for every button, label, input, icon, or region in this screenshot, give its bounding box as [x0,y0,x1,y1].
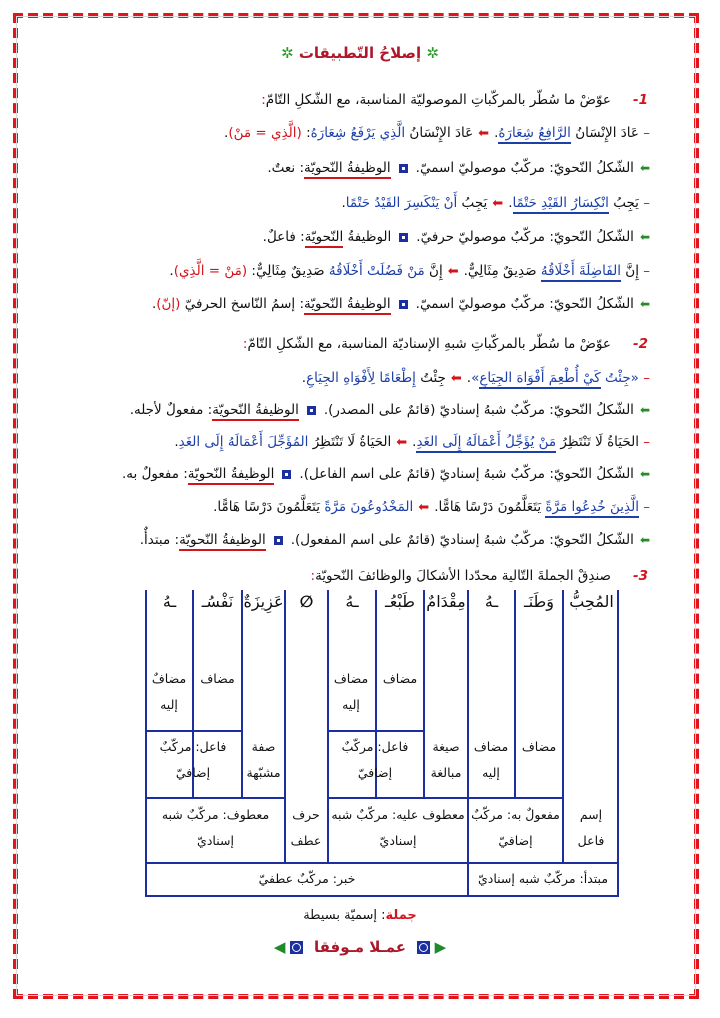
text: صَدِيقٌ مِثَالِيٌّ: [247,263,329,279]
table-line [562,590,564,862]
colored-text: – [638,434,650,450]
colored-text: – [638,370,650,386]
text: الشّكلُ النّحويّ: مركّبٌ موصوليّ اسميّ. [415,296,634,312]
colored-text: – [638,195,650,211]
arrow-left-icon: ⬅ [450,371,462,386]
cell-c23-r4: مفعولٌ به: مركّبٌ إضافيّ [471,807,560,848]
square-bullet-icon [282,470,291,479]
table-line [145,730,242,732]
star-icon: ✲ [426,44,439,62]
colored-text: – [638,499,650,515]
text: : مفعولٌ به. [122,466,188,482]
word-cell: ∅ [299,592,314,611]
text: . [341,195,346,211]
word-cell: ـهُ [162,592,177,611]
exercise-line [263,227,650,247]
word-cell: عَزِيزَةٌ [243,592,284,611]
word-cell: المُحِبُّ [569,592,614,611]
table-line [145,797,285,799]
exercise-line [122,464,650,484]
square-bullet-icon [307,406,316,415]
text: الحَيَاةُ لَا تَنْتَظِرُ [556,434,639,450]
exercise-line [140,530,650,550]
text: : مفعولٌ لأجله. [129,402,213,418]
table-line [327,797,563,799]
cell-c910-r3: فاعل: مركّبٌ إضافيّ [159,739,227,780]
colored-text: – [638,125,650,141]
green-arrow-bullet-icon: ⬅ [639,467,650,481]
arrow-left-icon: ⬅ [418,500,430,515]
colored-text: المُؤَجِّلَ أَعْمَالَهُ إِلَى الغَدِ [178,434,309,450]
green-arrow-bullet-icon: ⬅ [639,230,650,244]
colored-text: إِطْعَامًا لِأَفْوَاهِ الجِيَاعِ [306,370,416,386]
text: : نعتٌ. [267,160,305,176]
text: . [174,434,179,450]
text: عوّضْ ما سُطّر بالمركّباتِ الموصوليّة المناسبة، مع الشّكلِ التّامّ [265,92,611,108]
text: : مبتدأٌ. [139,532,180,548]
text: الوظيفةُ [343,229,392,245]
text: الشّكلُ النّحويّ: مركّبٌ شبهُ إسناديّ (قائمٌ على المصدر). [323,402,634,418]
arrow-left-icon: ⬅ [447,264,459,279]
green-arrow-bullet-icon: ⬅ [639,533,650,547]
colored-text: (إنّ) [156,296,181,312]
table-line [327,730,424,732]
exercise-line [267,158,650,178]
table-line [145,862,619,864]
footer [0,938,720,956]
green-arrow-bullet-icon: ⬅ [639,403,650,417]
underlined-text: الوظيفةُ النّحويّة [212,402,299,421]
sentence-type [0,908,720,923]
cell-c10-r2: مضافٌ إليه [151,671,187,712]
green-arrow-bullet-icon: ⬅ [639,161,650,175]
text: إِنَّ [424,263,443,279]
cell-c456-r4: معطوف عليه: مركّبٌ شبه إسناديّ [331,807,465,848]
exercise-heading [311,566,649,586]
text: الحَيَاةُ لَا تَنْتَظِرُ [308,434,392,450]
word-cell: طَبْعُـ [385,592,415,611]
table-line [241,590,243,797]
colored-text: (الَّذِي = مَنْ) [228,125,302,141]
exercise-number: 1- [632,92,648,108]
exercise-line [213,497,650,518]
cell-khabar: خبر: مركّبٌ عطفيّ [258,871,356,886]
underlined-text: الوظيفةُ النّحويّة [188,466,275,485]
square-bullet-icon [274,536,283,545]
exercise-line [169,261,650,282]
cell-c7-r4: حرف عطف [290,807,322,848]
sentence-box-table [145,590,619,897]
cell-mubtada: مبتدأ: مركّبٌ شبه إسناديّ [477,871,609,886]
text: : إسمُ النّاسخ الحرفيّ [180,296,305,312]
cell-c2-r3: مضاف [521,739,557,754]
text: . [169,263,174,279]
cell-c56-r3: فاعل: مركّبٌ إضافيّ [341,739,409,780]
table-line [514,590,516,797]
arrow-left-icon: ⬅ [478,126,490,141]
underlined-text: انْكِسَارُ القَيْدِ حَتْمًا [513,195,609,214]
exercise-number: 2- [632,336,648,352]
word-cell: ـهُ [345,592,359,611]
word-cell: مِقْدَامٌ [426,592,466,611]
title-text: إصلاحُ التّطبيقات [298,44,422,62]
square-bullet-icon [399,164,408,173]
colored-text: أَنْ يَنْكَسِرَ القَيْدُ حَتْمًا [345,195,458,211]
cell-c1-r4: إسم فاعل [577,807,605,848]
table-line [617,590,619,897]
colored-text: المَخْدُوعُونَ مَرَّةً [324,499,414,515]
square-bullet-icon [399,300,408,309]
text: . [301,370,307,386]
exercise-line [174,432,650,453]
cell-c8910-r4: معطوف: مركّبٌ شبه إسناديّ [161,807,270,848]
exercise-line [130,400,650,420]
circle-square-icon [417,941,430,954]
text: عَادَ الإِنْسَانُ [570,125,639,141]
colored-text: : [310,568,316,584]
text: . [224,125,229,141]
cell-c5-r2: مضاف [382,671,418,686]
table-line [284,590,286,862]
colored-text: (مَنْ = الَّذِي) [173,263,248,279]
text: . [466,370,472,386]
triangle-left-icon: ◀ [273,938,286,956]
underlined-text: الوظيفةُ النّحويّة [179,532,266,551]
colored-text: – [638,263,650,279]
colored-text: : [261,92,266,108]
text: . [412,434,417,450]
text: إِنَّ [620,263,639,279]
page-title [0,44,720,62]
text: عَادَ الإِنْسَانُ [405,125,474,141]
star-icon: ✲ [281,44,294,62]
text: صندِقْ الجملةَ التّالية محدّدا الأشكالَ والوظائفَ النّحويّة [315,568,611,584]
word-cell: ـهُ [484,592,499,611]
exercise-number: 3- [632,568,648,584]
text: . [508,195,513,211]
cell-c6-r2: مضاف إليه [333,671,369,712]
underlined-text: الَّذِينَ خُدِعُوا مَرَّةً [545,499,639,518]
text: . [494,125,499,141]
underlined-text: الوظيفةُ النّحويّة [304,296,391,315]
underlined-text: الفَاضِلَةَ أَخْلَاقُهُ [541,263,621,282]
table-line [145,895,619,897]
text: عوّضْ ما سُطّر بالمركّباتِ شبهِ الإسناديّة المناسبة، مع الشّكلِ التّامّ [247,336,611,352]
text: الشّكلُ النّحويّ: مركّبٌ موصوليّ اسميّ. [415,160,634,176]
exercise-line [224,123,650,144]
text: يَجِبُ [608,195,639,211]
exercise-line [302,368,650,389]
arrow-left-icon: ⬅ [492,196,504,211]
text: يَجِبُ [457,195,488,211]
text: . [151,296,157,312]
text: جِئْتُ [415,370,446,386]
colored-text: مَنْ فَضُلَتْ أَخْلَاقُهُ [328,263,425,279]
word-cell: نَفْسُـ [201,592,234,611]
text: الشّكلُ النّحويّ: مركّبٌ شبهُ إسناديّ (قائمٌ على اسم المفعول). [290,532,634,548]
cell-c8-r3: صفة مشبّهة [246,739,281,780]
colored-text: «جِئْتُ [600,370,639,386]
underlined-text: مَنْ يُؤَجِّلُ أَعْمَالَهُ إِلَى الغَدِ [416,434,556,453]
sentence-value: : إسميّة بسيطة [303,908,386,923]
green-arrow-bullet-icon: ⬅ [639,297,650,311]
text: صَدِيقٌ مِثَالِيٌّ. [463,263,541,279]
circle-square-icon [290,941,303,954]
colored-text: : [242,336,248,352]
underlined-text: الوظيفةُ النّحويّة [304,160,391,179]
underlined-text: النّحويّة [305,229,344,248]
text: : فاعلٌ. [262,229,305,245]
underlined-text: الرَّافِعُ شِعَارَهُ [498,125,571,144]
cell-c3-r3: مضاف إليه [473,739,509,780]
exercise-heading [261,90,648,110]
colored-text: » [471,370,480,386]
text: الشّكلُ النّحويّ: مركّبٌ موصوليّ حرفيّ. [416,229,634,245]
sentence-label: جملة [385,908,417,923]
exercise-line [152,294,650,314]
word-cell: وَطَنَـ [524,592,554,611]
cell-c9-r2: مضاف [200,671,235,686]
cell-c4-r3: صيغة مبالغة [430,739,462,780]
triangle-right-icon: ▶ [434,938,447,956]
text: يَتَعَلَّمُونَ دَرْسًا هَامًّا. [434,499,546,515]
exercise-heading [243,334,648,354]
arrow-left-icon: ⬅ [396,435,408,450]
exercise-line [341,193,650,214]
text: الشّكلُ النّحويّ: مركّبٌ شبهُ إسناديّ (قائمٌ على اسم الفاعل). [299,466,634,482]
colored-text: الَّذِي يَرْفَعُ شِعَارَهُ [310,125,406,141]
text: : [301,125,311,141]
text: يَتَعَلَّمُونَ دَرْسًا هَامًّا. [213,499,325,515]
square-bullet-icon [399,233,408,242]
underlined-text: كَيْ أُطْعِمَ أَفْوَاهَ الجِيَاعِ [479,370,600,389]
footer-text: عمـلا مـوفقا [313,938,407,956]
